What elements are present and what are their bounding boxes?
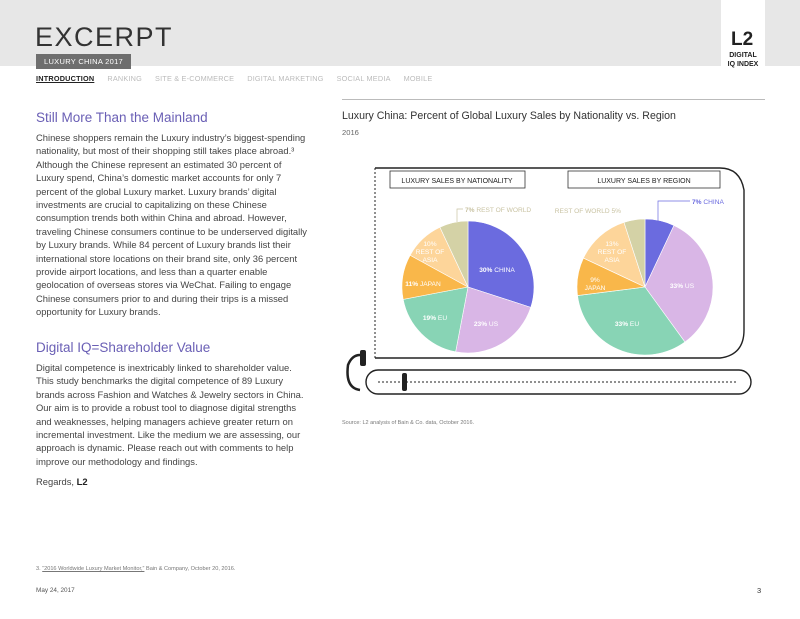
logo-text-line2: IQ INDEX <box>727 61 759 68</box>
section2-body: Digital competence is inextricably linked to shareholder value. This study benchmarks the digital competence of 89 Luxury brands across Fashion and Watches & Jewelry sectors in China. Our aim is to provide a robust tool to diagnose digital strengths and weaknesses, helping managers achieve greater return on incremental investment. Like the medium we are assessing, our approach is dynamic. Please reach out with comments to help improve our methodology and findings. <box>36 362 304 467</box>
divider <box>342 99 765 100</box>
pie1-label-japan: 11% JAPAN <box>405 281 441 288</box>
pie1-leader-rest-of-world <box>457 209 463 222</box>
pie2-label-japan: 9% JAPAN <box>584 277 606 292</box>
regards-prefix: Regards, <box>36 476 77 487</box>
section2-heading: Digital IQ=Shareholder Value <box>36 340 211 355</box>
footnote <box>36 566 235 572</box>
logo-box[interactable] <box>721 0 765 72</box>
page-title: EXCERPT <box>35 22 174 52</box>
l2-logo-icon <box>731 28 753 48</box>
report-tag: LUXURY CHINA 2017 <box>36 54 131 69</box>
pie2-label-us: 33% US <box>669 283 695 290</box>
pie1-label-us: 23% US <box>473 321 499 328</box>
pie2-label-rest-of-world: REST OF WORLD 5% <box>554 208 621 215</box>
chart-year: 2016 <box>342 128 359 137</box>
footnote-number: 3. <box>36 566 41 572</box>
chart1-title: LUXURY SALES BY NATIONALITY <box>401 178 513 185</box>
pie2-label-china: 7% CHINA <box>692 199 724 206</box>
nav-digital-marketing[interactable]: DIGITAL MARKETING <box>247 74 324 83</box>
regards-sign: L2 <box>76 476 88 487</box>
regards <box>36 476 88 487</box>
chart-title: Luxury China: Percent of Global Luxury Sales by Nationality vs. Region <box>342 110 676 122</box>
pie1-label-eu: 19% EU <box>422 315 448 322</box>
section-nav <box>36 74 445 83</box>
pie1-label-rest-of-asia: 10% REST OF ASIA <box>415 241 445 264</box>
logo-text-line1: DIGITAL <box>729 52 757 59</box>
pie-charts <box>340 160 760 410</box>
nav-site-ecommerce[interactable]: SITE & E-COMMERCE <box>155 74 235 83</box>
pie2-leader-china <box>658 201 690 222</box>
pie2-label-eu: 33% EU <box>614 321 640 328</box>
pie1-label-rest-of-world: 7% REST OF WORLD <box>465 207 532 214</box>
chart2-title: LUXURY SALES BY REGION <box>597 178 691 185</box>
footnote-rest: Bain & Company, October 20, 2016. <box>144 566 236 572</box>
section1-body: Chinese shoppers remain the Luxury industry’s biggest-spending nationality, but most of their shopping still takes place abroad.³ Although the Chinese represent an estimated 30 percent of Luxury spend, China’s domestic market accounts for only 7 percent of the global Luxury market. Luxury brands’ digital investments are crucial to capitalizing on these Chinese consumption trends both within China and abroad. However, traveling Chinese consumers continue to be underserved digitally by Luxury brands. While 84 percent of Luxury brands list their international store locations on their brand site, only 36 percent provide airport locations, and less than a quarter enable geolocation of overseas stores via WeChat. Failing to engage Chinese consumers prior to and during their trips is a missed opportunity for Luxury brands. <box>36 132 307 318</box>
chart-source: Source: L2 analysis of Bain & Co. data, October 2016. <box>342 420 475 426</box>
nav-introduction[interactable]: INTRODUCTION <box>36 74 95 83</box>
nav-ranking[interactable]: RANKING <box>107 74 142 83</box>
chart-headers <box>390 171 720 188</box>
pie2-label-rest-of-asia: 13% REST OF ASIA <box>597 241 627 264</box>
pie1-label-china: 30% CHINA <box>479 267 515 274</box>
logo-mark: L2 <box>731 29 753 48</box>
section1-heading: Still More Than the Mainland <box>36 110 208 125</box>
nav-social-media[interactable]: SOCIAL MEDIA <box>336 74 391 83</box>
nav-mobile[interactable]: MOBILE <box>403 74 433 83</box>
footnote-link[interactable]: “2016 Worldwide Luxury Market Monitor,” <box>42 566 145 572</box>
footer-date: May 24, 2017 <box>36 587 75 594</box>
page-number: 3 <box>757 586 762 595</box>
